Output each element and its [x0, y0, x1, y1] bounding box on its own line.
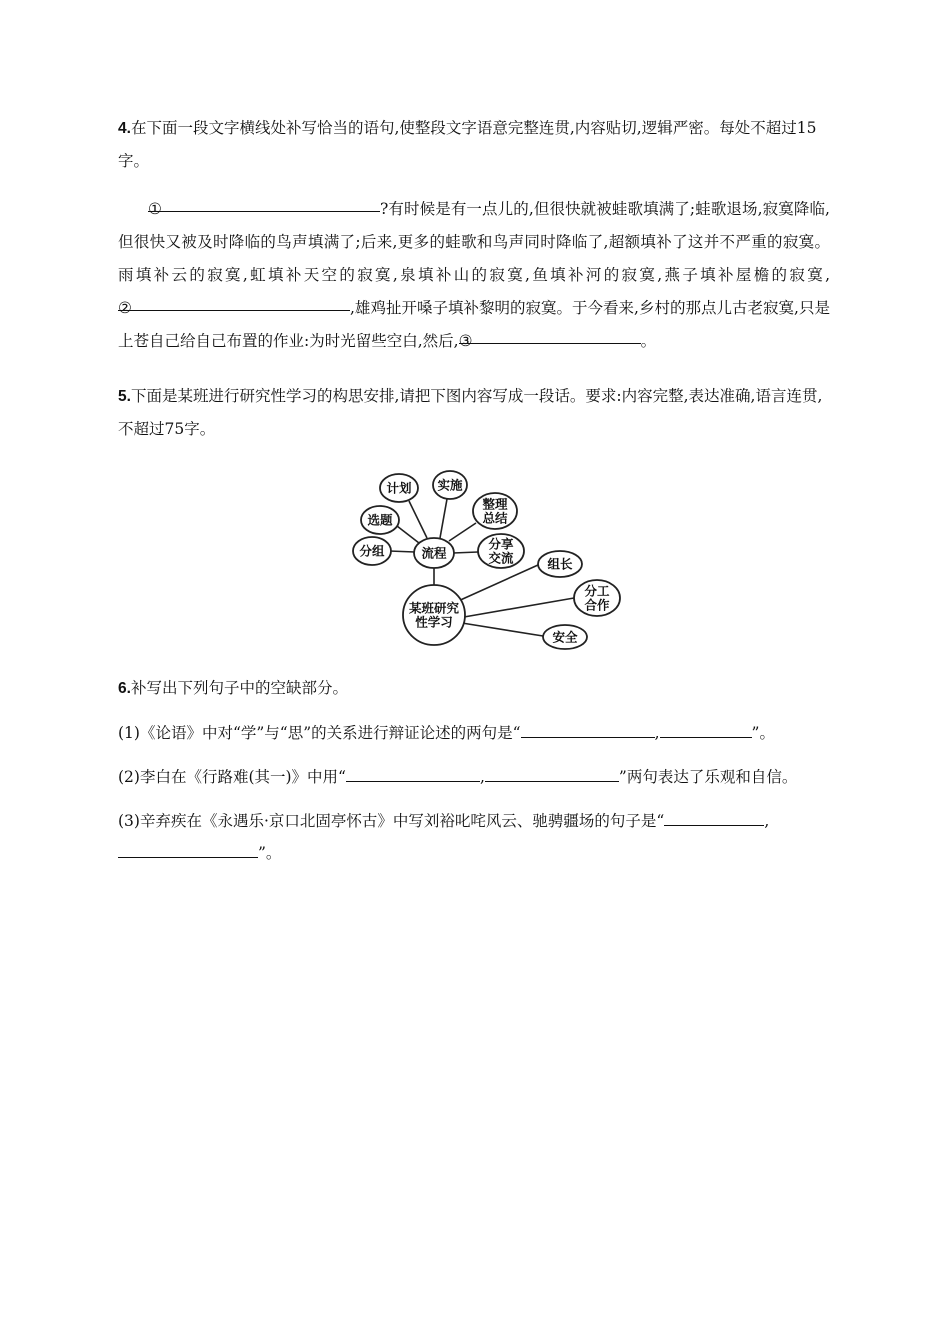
q6-item-1-blank-b[interactable]	[660, 719, 752, 738]
q5-number: 5.	[118, 388, 131, 405]
node-main-item-2-label: 分工合作	[584, 583, 610, 613]
q4-blank-1[interactable]	[148, 193, 380, 218]
q4-passage	[118, 193, 830, 358]
q6-item-2-text-c: ”两句表达了乐观和自信。	[618, 768, 798, 786]
q6-item-3-text-c: ”。	[258, 844, 282, 862]
q6-item-1-text-b: ,	[654, 724, 660, 742]
node-flow-item-6-label: 分享交流	[488, 536, 514, 566]
q6-item-2-text-a: (2)李白在《行路难(其一)》中用“	[118, 768, 346, 786]
q6-item-3-text-a: (3)辛弃疾在《永遇乐·京口北固亭怀古》中写刘裕叱咤风云、驰骋疆场的句子是“	[118, 812, 665, 830]
node-flow-item-5-label: 整理总结	[482, 496, 508, 526]
q4-blank-3[interactable]	[458, 325, 641, 350]
q6-item-3-blank-b[interactable]	[118, 839, 258, 858]
q6-item-3	[118, 805, 830, 869]
node-flow-label: 流程	[421, 545, 447, 561]
q6-item-2-text-b: ,	[479, 768, 485, 786]
q4-passage-seg1: ?有时候是有一点儿的,但很快就被蛙歌填满了;蛙歌退场,寂寞降临,但很快又被及时降临的鸟声填满了;后来,更多的蛙歌和鸟声同时降临了,超额填补了这并不严重的寂寞。雨填补云的寂寞,虹填补天空的寂寞,泉填补山的寂寞,鱼填补河的寂寞,燕子填补屋檐的寂寞,	[118, 200, 830, 284]
q5-prompt-text: 下面是某班进行研究性学习的构思安排,请把下图内容写成一段话。要求:内容完整,表达准确,语言连贯,不超过75字。	[118, 387, 823, 438]
connector-flow-2	[397, 526, 419, 543]
q6-prompt	[118, 672, 830, 705]
q4-number: 4.	[118, 120, 131, 137]
connector-flow-3	[409, 501, 427, 538]
connector-flow-4	[440, 499, 447, 538]
connector-flow-5	[449, 523, 476, 541]
node-flow-item-3-label: 计划	[386, 480, 412, 496]
q5-prompt	[118, 380, 830, 445]
node-main-label: 某班研究性学习	[408, 600, 460, 630]
concept-map	[118, 465, 830, 650]
connector-main-1	[456, 565, 538, 602]
node-flow-item-2-label: 选题	[367, 512, 393, 528]
q6-item-2	[118, 761, 830, 793]
q6-item-2-blank-a[interactable]	[346, 763, 480, 782]
node-main-item-1-label: 组长	[547, 556, 573, 572]
q4-blank-2[interactable]	[118, 292, 350, 317]
q6-item-3-blank-a[interactable]	[664, 807, 764, 826]
q4-prompt	[118, 112, 830, 177]
connector-flow-1	[389, 551, 415, 552]
q6-item-1-text-c: ”。	[751, 724, 775, 742]
q6-item-1-blank-a[interactable]	[521, 719, 655, 738]
node-flow-item-4-label: 实施	[437, 477, 463, 493]
connector-main-3	[462, 623, 543, 636]
q4-blank-1-mark: ①	[148, 200, 162, 218]
q6-prompt-text: 补写出下列句子中的空缺部分。	[130, 679, 348, 697]
connector-main-2	[464, 598, 574, 617]
research-plan-diagram	[118, 465, 830, 650]
q4-passage-seg2: ,雄鸡扯开嗓子填补黎明的寂寞。于今看来,乡村的那点儿古老寂寞,只是上苍自己给自己布置的作业:为时光留些空白,然后,	[118, 299, 830, 350]
q4-passage-seg3: 。	[640, 332, 657, 350]
q6-item-2-blank-b[interactable]	[485, 763, 619, 782]
q6-item-1	[118, 717, 830, 749]
node-flow-item-1-label: 分组	[359, 543, 385, 559]
q6-item-1-text-a: (1)《论语》中对“学”与“思”的关系进行辩证论述的两句是“	[118, 724, 521, 742]
q4-blank-2-mark: ②	[118, 299, 132, 317]
node-main-item-3-label: 安全	[552, 629, 578, 645]
q4-prompt-text: 在下面一段文字横线处补写恰当的语句,使整段文字语意完整连贯,内容贴切,逻辑严密。每处不超过15字。	[118, 119, 817, 170]
connector-flow-6	[453, 552, 478, 553]
q6-number: 6.	[118, 680, 131, 697]
worksheet	[118, 112, 830, 869]
q6-item-3-text-b: ,	[764, 812, 770, 830]
q4-blank-3-mark: ③	[458, 332, 473, 350]
